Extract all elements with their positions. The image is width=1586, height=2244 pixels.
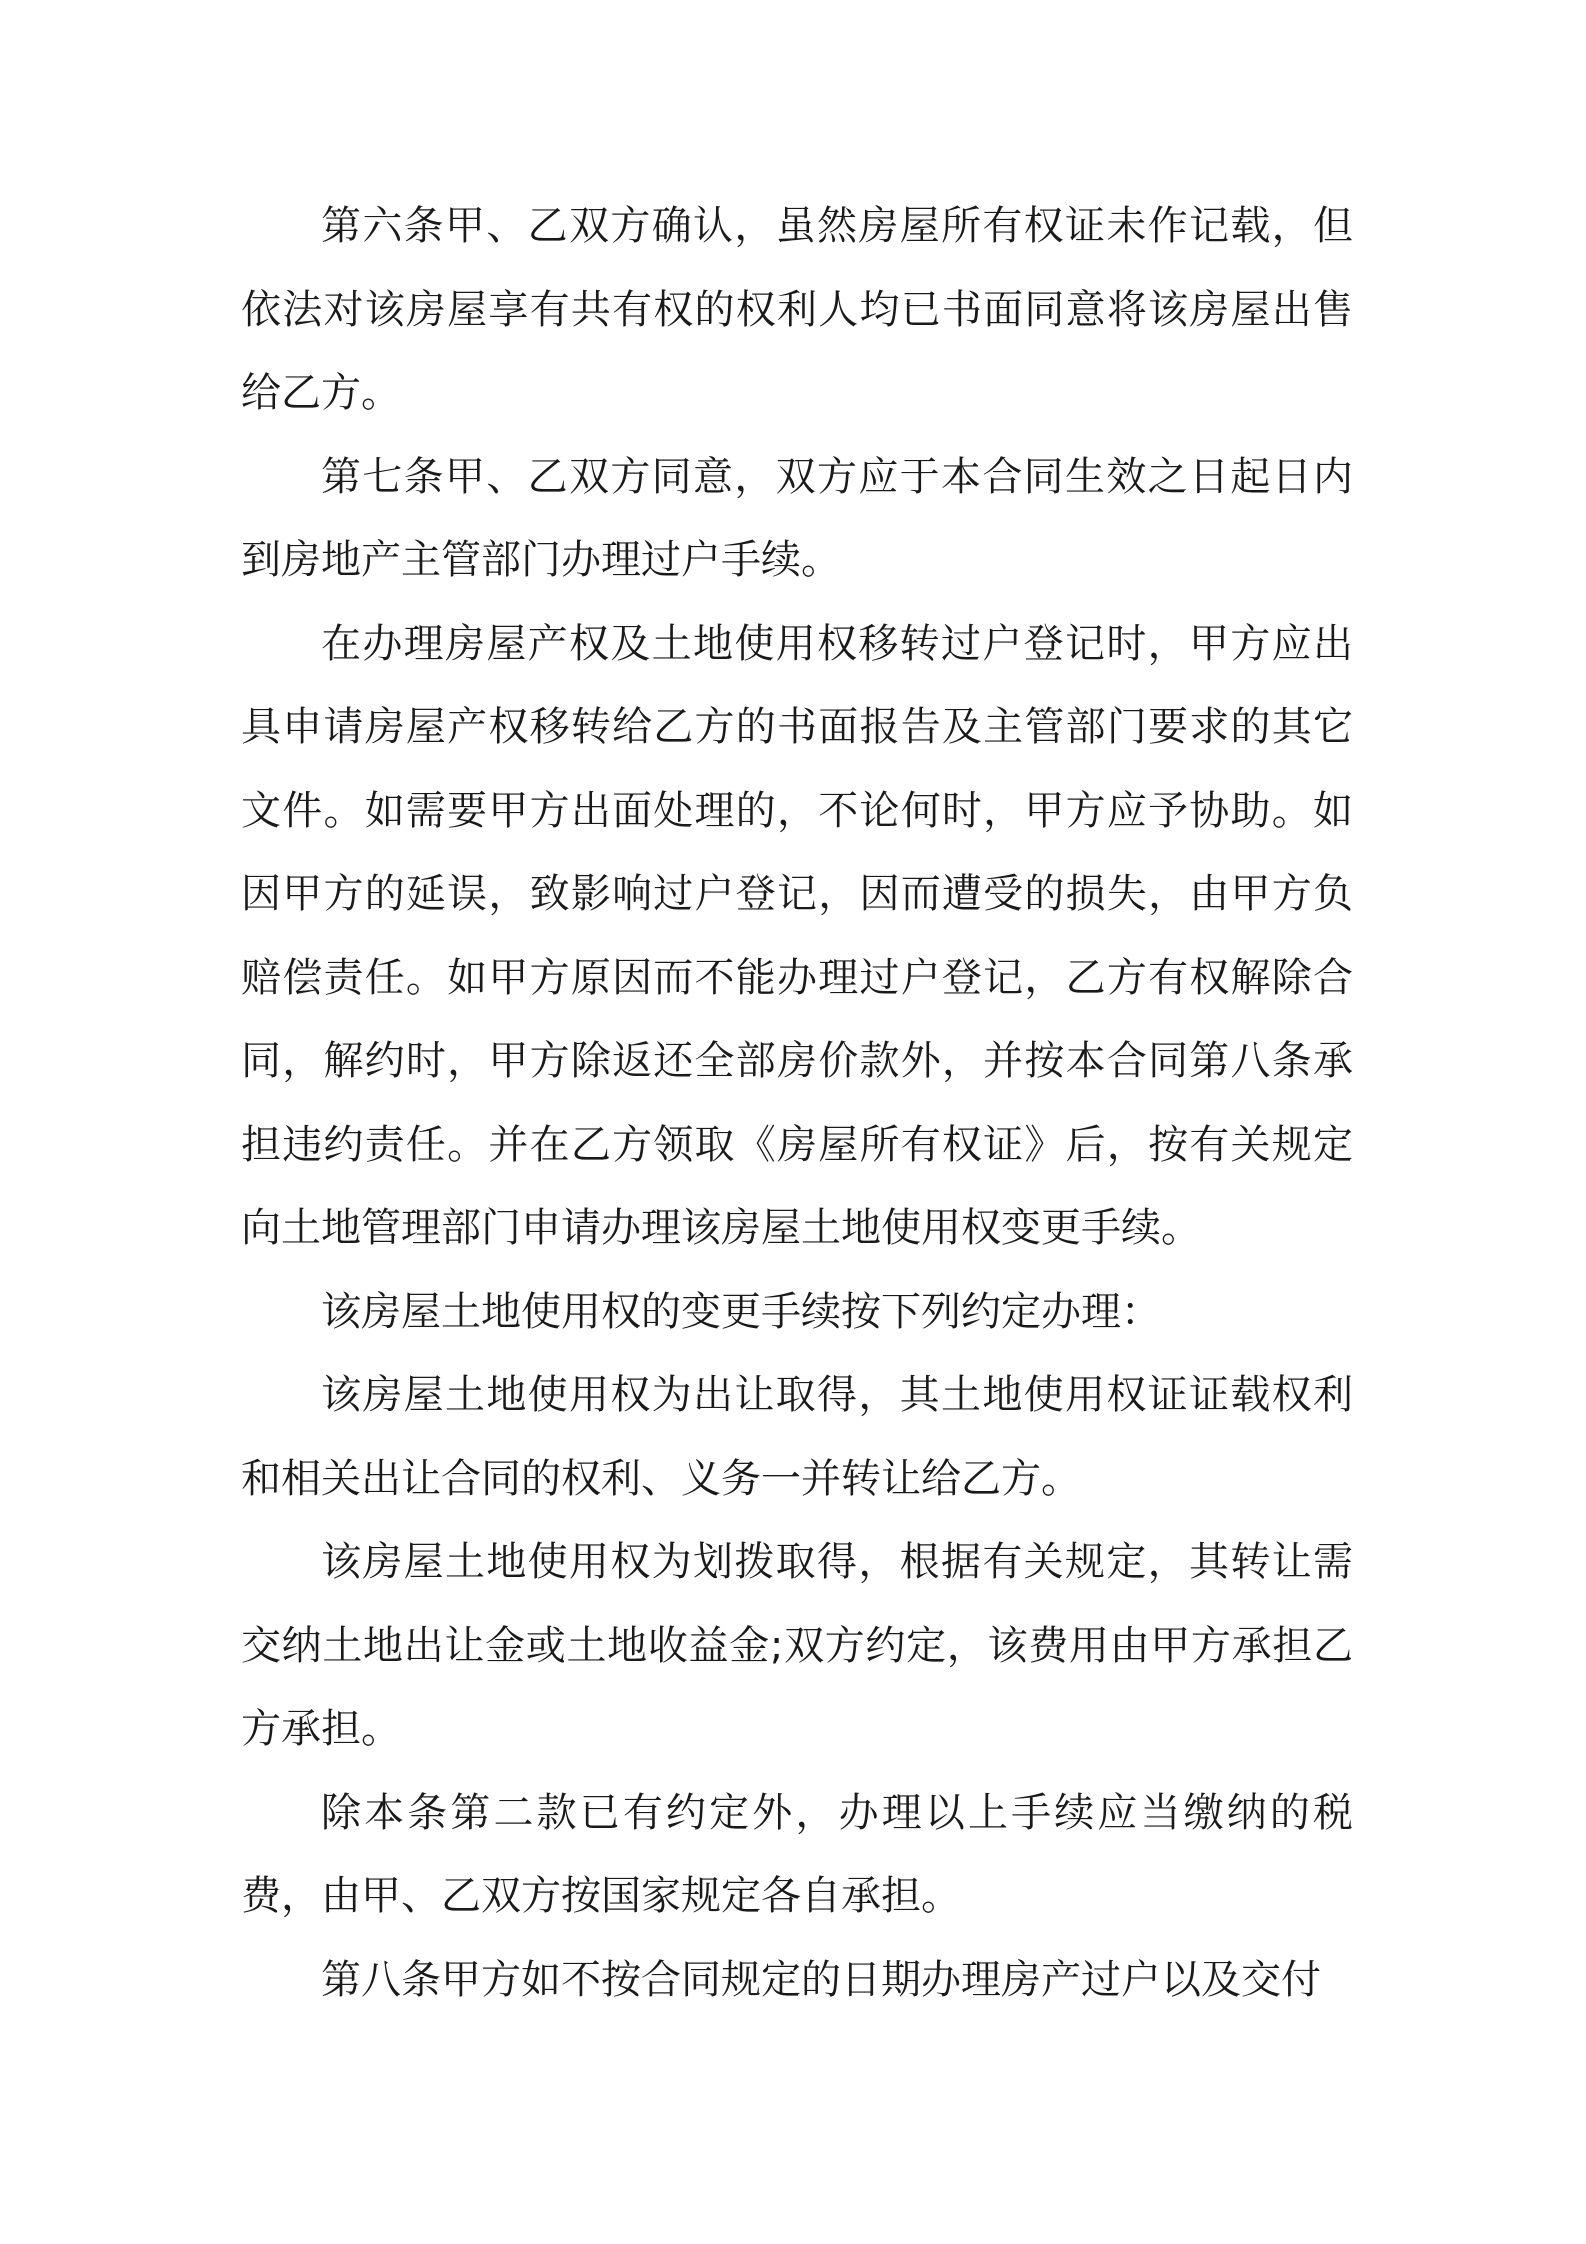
paragraph-land-allocation: 该房屋土地使用权为划拨取得，根据有关规定，其转让需交纳土地出让金或土地收益金;双方约定，该费用由甲方承担乙方承担。 [241,1539,1353,1752]
contract-text-body [241,185,1353,2022]
paragraph-transfer-registration: 在办理房屋产权及土地使用权移转过户登记时，甲方应出具申请房屋产权移转给乙方的书面报告及主管部门要求的其它文件。如需要甲方出面处理的，不论何时，甲方应予协助。如因甲方的延误，致影响过户登记，因而遭受的损失，由甲方负赔偿责任。如甲方原因而不能办理过户登记，乙方有权解除合同，解约时，甲方除返还全部房价款外，并按本合同第八条承担违约责任。并在乙方领取《房屋所有权证》后，按有关规定向土地管理部门申请办理该房屋土地使用权变更手续。 [241,620,1353,1251]
paragraph-land-use-procedure: 该房屋土地使用权的变更手续按下列约定办理： [321,1288,1161,1335]
paragraph-article-7: 第七条甲、乙双方同意，双方应于本合同生效之日起日内到房地产主管部门办理过户手续。 [241,453,1353,583]
paragraph-taxes: 除本条第二款已有约定外，办理以上手续应当缴纳的税费，由甲、乙双方按国家规定各自承担。 [241,1789,1353,1919]
paragraph-article-8: 第八条甲方如不按合同规定的日期办理房产过户以及交付 [321,1956,1321,2003]
paragraph-land-grant: 该房屋土地使用权为出让取得，其土地使用权证证载权利和相关出让合同的权利、义务一并转让给乙方。 [241,1372,1353,1502]
paragraph-article-6: 第六条甲、乙双方确认，虽然房屋所有权证未作记载，但依法对该房屋享有共有权的权利人均已书面同意将该房屋出售给乙方。 [241,203,1353,416]
